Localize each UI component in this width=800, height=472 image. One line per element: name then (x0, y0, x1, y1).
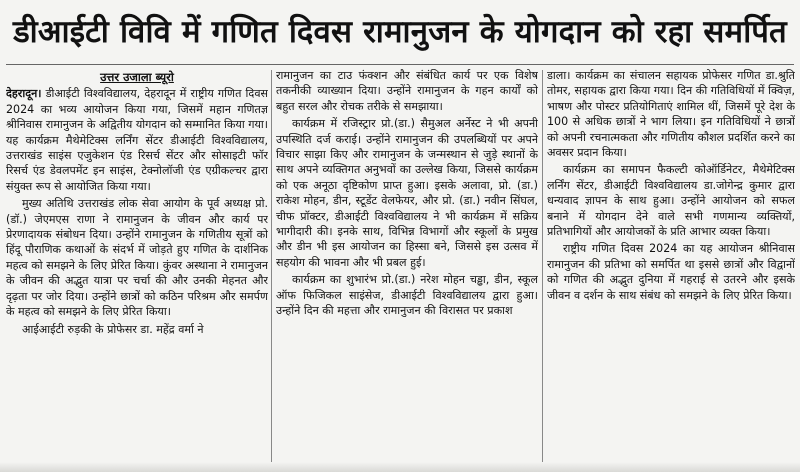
article-paragraph: कार्यक्रम का समापन फैकल्टी कोऑर्डिनेटर, मैथेमेटिक्स लर्निंग सेंटर, डीआईटी विश्वविद्यालय डा.जोगेन्द्र कुमार द्वारा धन्यवाद ज्ञापन के साथ हुआ। उन्होंने आयोजन को सफल बनाने में योगदान देने वाले सभी गणमान्य व्यक्तियों, प्रतिभागियों और आयोजकों के प्रति आभार व्यक्त किया। (547, 163, 795, 239)
article-paragraph: रामानुजन का टाउ फंक्शन और संबंधित कार्य पर एक विशेष तकनीकी व्याख्यान दिया। उन्होंने रामानुजन के गहन कार्यों को बहुत सरल और रोचक तरीके से समझाया। (276, 69, 538, 113)
headline-rule (6, 64, 794, 65)
column-divider (542, 70, 543, 468)
article-paragraph: कार्यक्रम का शुभारंभ प्रो.(डा.) नरेश मोहन चड्ढा, डीन, स्कूल ऑफ फिजिकल साइंसेज, डीआईटी विश्वविद्यालय द्वारा हुआ। उन्होंने दिन की महत्ता और रामानुजन की विरासत पर प्रकाश (276, 273, 538, 318)
dateline: देहरादून। (6, 87, 42, 101)
article-paragraph: आईआईटी रुड़की के प्रोफेसर डा. महेंद्र वर्मा ने (22, 322, 204, 336)
article-column-1 (6, 68, 268, 470)
byline: उत्तर उजाला ब्यूरो (100, 70, 174, 84)
article-paragraph: राष्ट्रीय गणित दिवस 2024 का यह आयोजन श्रीनिवास रामानुजन की प्रतिभा को समर्पित था इससे छात्रों और विद्वानों को गणित की अद्भुत दुनिया में गहराई से उतरने और इसके जीवन व दर्शन के साथ संबंध को समझने के लिए प्रेरित किया। (547, 242, 795, 302)
article-paragraph: डाला। कार्यक्रम का संचालन सहायक प्रोफेसर गणित डा.श्रुति तोमर, सहायक द्वारा किया गया। दिन की गतिविधियों में क्विज़, भाषण और पोस्टर प्रतियोगिताएं शामिल थीं, जिसमें पूरे देश के 100 से अधिक छात्रों ने भाग लिया। इन गतिविधियों ने छात्रों को अपनी रचनात्मकता और गणितीय कौशल प्रदर्शित करने का अवसर प्रदान किया। (547, 69, 795, 160)
column-divider (271, 70, 272, 468)
headline: डीआईटी विवि में गणित दिवस रामानुजन के योगदान को रहा समर्पित (13, 14, 787, 50)
clipping-edge (0, 462, 800, 472)
article-paragraph (6, 86, 268, 194)
article-column-3 (547, 68, 795, 470)
paragraph-text: डीआईटी विश्वविद्यालय, देहरादून में राष्ट्रीय गणित दिवस 2024 का भव्य आयोजन किया गया, जिसमें महान गणितज्ञ श्रीनिवास रामानुजन के अद्वितीय योगदान को सम्मानित किया गया। यह कार्यक्रम मैथेमेटिक्स लर्निंग सेंटर डीआईटी विश्वविद्यालय, उत्तराखंड साइंस एजुकेशन एंड रिसर्च सेंटर और सोसाइटी फॉर रिसर्च एंड डेवलपमेंट इन साइंस, टेक्नोलॉजी एंड एग्रीकल्चर द्वारा संयुक्त रूप से आयोजित किया गया। (6, 87, 268, 193)
article-paragraph: कार्यक्रम में रजिस्ट्रार प्रो.(डा.) सैमुअल अर्नेस्ट ने भी अपनी उपस्थिति दर्ज कराई। उन्होंने रामानुजन की उपलब्धियों पर अपने विचार साझा किए और रामानुजन के जन्मस्थान से जुड़े स्थानों के साथ अपने व्यक्तिगत अनुभवों का उल्लेख किया, जिससे कार्यक्रम को एक अनूठा दृष्टिकोण प्राप्त हुआ। इसके अलावा, प्रो. (डा.) राकेश मोहन, डीन, स्टूडेंट वेलफेयर, और प्रो. (डा.) नवीन सिंघल, चीफ प्रॉक्टर, डीआईटी विश्वविद्यालय ने भी कार्यक्रम में सक्रिय भागीदारी की। इनके साथ, विभिन्न विभागों और स्कूलों के प्रमुख और डीन भी इस आयोजन का हिस्सा बने, जिससे इस उत्सव में सहयोग की भावना और भी प्रबल हुई। (276, 117, 538, 269)
article-column-2 (276, 68, 538, 470)
article-paragraph: मुख्य अतिथि उत्तराखंड लोक सेवा आयोग के पूर्व अध्यक्ष प्रो. (डॉ.) जेएमएस राणा ने रामानुजन के जीवन और कार्य पर प्रेरणादायक संबोधन दिया। उन्होंने रामानुजन के गणितीय सूत्रों को हिंदू पौराणिक कथाओं के संदर्भ में जोड़ते हुए गणित के दार्शनिक महत्व को समझने के लिए प्रेरित किया। कुंवर अस्थाना ने रामानुजन के जीवन की अद्भुत यात्रा पर चर्चा की और उनकी मेहनत और दृढ़ता पर जोर दिया। उन्होंने छात्रों को कठिन परिश्रम और समर्पण के महत्व को समझने के लिए प्रेरित किया। (6, 197, 268, 319)
